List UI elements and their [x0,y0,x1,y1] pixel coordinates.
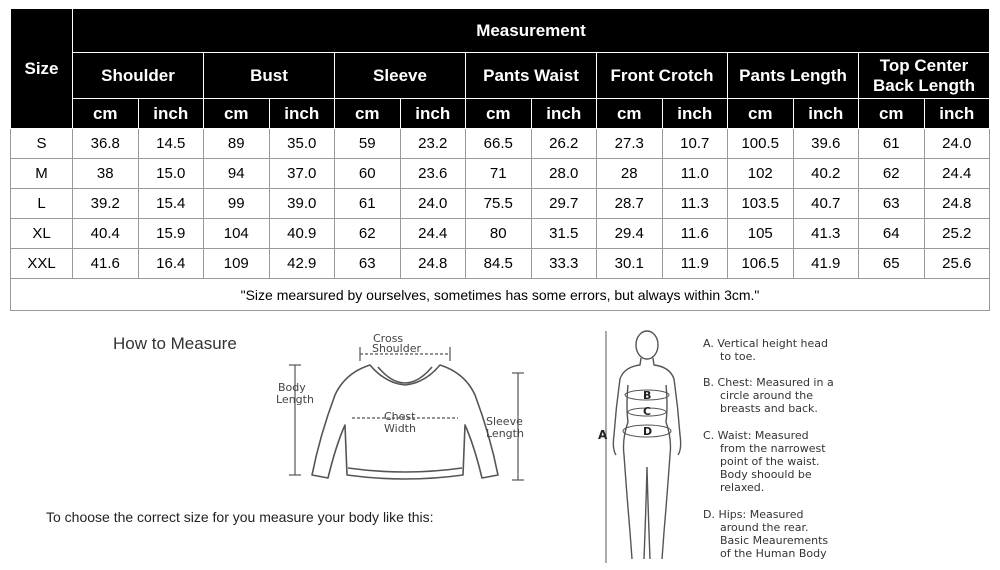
size-header: Size [11,9,73,129]
table-cell: 71 [466,159,532,189]
legend-c-line: from the narrowest [720,442,826,455]
chest-width-label: Width [384,422,416,435]
table-cell: 109 [204,249,270,279]
table-cell: 80 [466,219,532,249]
legend-b-line: circle around the [720,389,813,402]
table-cell: 105 [728,219,794,249]
table-cell: 103.5 [728,189,794,219]
unit-header-cm: cm [859,99,925,129]
table-cell: 40.2 [793,159,859,189]
table-cell: 66.5 [466,129,532,159]
table-cell: 24.8 [924,189,990,219]
table-cell: 75.5 [466,189,532,219]
sleeve-length-label: Length [486,427,524,440]
table-cell: 11.6 [662,219,728,249]
unit-header-cm: cm [204,99,270,129]
table-cell: 61 [859,129,925,159]
unit-header-cm: cm [335,99,401,129]
size-cell: L [11,189,73,219]
table-cell: 10.7 [662,129,728,159]
table-cell: 15.0 [138,159,204,189]
size-note: "Size mearsured by ourselves, sometimes has some errors, but always within 3cm." [11,279,990,311]
legend-c-line: relaxed. [720,481,765,494]
table-row [11,189,990,219]
table-cell: 40.9 [269,219,335,249]
unit-header-inch: inch [662,99,728,129]
table-cell: 24.8 [400,249,466,279]
chest-width-label: Chest [384,410,416,423]
group-header-pants-waist: Pants Waist [466,53,597,99]
table-cell: 63 [859,189,925,219]
table-cell: 15.4 [138,189,204,219]
group-header-line: Top Center [879,55,969,75]
table-cell: 65 [859,249,925,279]
table-row [11,249,990,279]
cross-shoulder-label: Cross [373,332,404,345]
measurement-header: Measurement [73,9,990,53]
table-cell: 61 [335,189,401,219]
unit-header-cm: cm [597,99,663,129]
table-row [11,219,990,249]
table-cell: 62 [335,219,401,249]
table-cell: 24.0 [400,189,466,219]
unit-header-cm: cm [73,99,139,129]
unit-header-inch: inch [924,99,990,129]
legend-d-line: Basic Meaurements [720,534,829,547]
legend-a-line: to toe. [720,350,756,363]
table-cell: 29.4 [597,219,663,249]
unit-header-cm: cm [466,99,532,129]
legend-c-line: C. Waist: Measured [703,429,809,442]
body-length-label: Body [278,381,306,394]
unit-header-inch: inch [793,99,859,129]
how-to-measure-title: How to Measure [113,334,237,353]
table-cell: 39.6 [793,129,859,159]
table-cell: 41.3 [793,219,859,249]
table-cell: 104 [204,219,270,249]
group-header-top-center-back-length [859,53,990,99]
legend-d-line: D. Hips: Measured [703,508,804,521]
table-cell: 14.5 [138,129,204,159]
unit-header-cm: cm [728,99,794,129]
size-chart-table [10,8,990,311]
group-header-sleeve: Sleeve [335,53,466,99]
cross-shoulder-label: Shoulder [372,342,421,355]
table-cell: 35.0 [269,129,335,159]
table-cell: 102 [728,159,794,189]
legend-b-line: B. Chest: Measured in a [703,376,834,389]
table-cell: 38 [73,159,139,189]
table-cell: 106.5 [728,249,794,279]
table-row [11,159,990,189]
unit-header-inch: inch [138,99,204,129]
table-cell: 26.2 [531,129,597,159]
table-cell: 25.2 [924,219,990,249]
table-row [11,129,990,159]
table-cell: 39.0 [269,189,335,219]
body-length-label: Length [276,393,314,406]
figure-letter-a: A [598,428,608,442]
table-cell: 29.7 [531,189,597,219]
table-cell: 27.3 [597,129,663,159]
table-cell: 99 [204,189,270,219]
table-cell: 36.8 [73,129,139,159]
table-cell: 28.7 [597,189,663,219]
table-cell: 28 [597,159,663,189]
body-figure [592,327,702,567]
table-cell: 28.0 [531,159,597,189]
table-cell: 84.5 [466,249,532,279]
table-cell: 24.0 [924,129,990,159]
table-cell: 40.7 [793,189,859,219]
size-cell: M [11,159,73,189]
table-cell: 41.6 [73,249,139,279]
unit-header-inch: inch [269,99,335,129]
legend-a-line: A. Vertical height head [703,337,829,350]
legend-d-line: around the rear. [720,521,809,534]
table-cell: 16.4 [138,249,204,279]
figure-letter-d: D [643,425,653,438]
table-cell: 39.2 [73,189,139,219]
size-cell: XXL [11,249,73,279]
size-cell: XL [11,219,73,249]
legend-d-line: of the Human Body [720,547,827,560]
table-cell: 62 [859,159,925,189]
measure-instruction: To choose the correct size for you measure your body like this: [46,509,434,525]
table-cell: 89 [204,129,270,159]
legend-c-line: point of the waist. [720,455,820,468]
table-cell: 100.5 [728,129,794,159]
table-cell: 59 [335,129,401,159]
table-cell: 23.6 [400,159,466,189]
table-cell: 40.4 [73,219,139,249]
figure-letter-c: C [643,405,652,418]
table-cell: 24.4 [924,159,990,189]
table-cell: 30.1 [597,249,663,279]
table-cell: 63 [335,249,401,279]
group-header-front-crotch: Front Crotch [597,53,728,99]
size-cell: S [11,129,73,159]
table-cell: 94 [204,159,270,189]
unit-header-inch: inch [400,99,466,129]
legend-c-line: Body shoould be [720,468,812,481]
table-cell: 60 [335,159,401,189]
group-header-pants-length: Pants Length [728,53,859,99]
figure-head [636,331,658,359]
shirt-measure-sketch [260,325,560,500]
table-cell: 11.9 [662,249,728,279]
table-cell: 64 [859,219,925,249]
shirt-hem [348,468,462,472]
group-header-shoulder: Shoulder [73,53,204,99]
table-cell: 42.9 [269,249,335,279]
table-cell: 31.5 [531,219,597,249]
table-cell: 11.0 [662,159,728,189]
legend-b-line: breasts and back. [720,402,818,415]
table-cell: 41.9 [793,249,859,279]
unit-header-inch: inch [531,99,597,129]
table-cell: 24.4 [400,219,466,249]
table-cell: 11.3 [662,189,728,219]
table-cell: 37.0 [269,159,335,189]
table-cell: 15.9 [138,219,204,249]
table-cell: 33.3 [531,249,597,279]
table-cell: 25.6 [924,249,990,279]
group-header-bust: Bust [204,53,335,99]
figure-letter-b: B [643,389,652,402]
group-header-line: Back Length [872,75,976,95]
shirt-neckline [378,367,432,383]
sleeve-length-label: Sleeve [486,415,523,428]
table-cell: 23.2 [400,129,466,159]
